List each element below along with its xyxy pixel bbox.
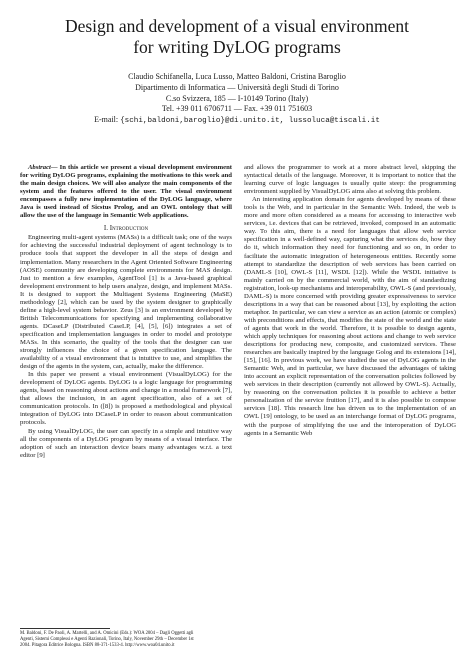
left-paragraph: By using VisualDyLOG, the user can specify in a simple and intuitive way all the components of a DyLOG program by means of a visual interface. The adoption of such an interaction device bears many advantages w.r.t. a text editor [9]	[20, 427, 232, 459]
left-paragraph: Engineering multi-agent systems (MASs) is a difficult task; one of the ways for achieving the successful industrial deployment of agent technology is to produce tools that support the developer in all the steps of design and implementation. Many researchers in the Agent Oriented Software Engineering (AOSE) community are developing complete environments for MAS design. Just to mention a few examples, AgentTool [1] is a Java-based graphical development environment to help users analyze, design, and implement MASs. It is designed to support the Multiagent Systems Engineering (MaSE) methodology [2], which can be used by the system designer to graphically define a high-level system behavior. Zeus [3] is an environment developed by British Telecommunications for specifying and implementing collaborative agents. DCaseLP (Distributed CaseLP, [4], [5], [6]) integrates a set of specification and implementation languages in order to model and prototype MASs. In this scenario, the quality of the tools that the designer can use strongly influences the choice of a given specification language. The availability of a visual environment that is intuitive to use, and simplifies the design of the agents in the system, can, actually, make the difference.	[20, 234, 232, 371]
paper-title	[0, 16, 474, 58]
abstract	[20, 164, 232, 220]
footnote-line-3: 2004. Pitagora Editrice Bologna. ISBN 88-371-1533-4. http://www.woa04.unito.it	[20, 643, 175, 648]
right-paragraph: An interesting application domain for agents developed by means of these tools is the Web, and in particular in the Semantic Web. Indeed, the web is more and more often considered as a means for accessing to interactive web services, i.e. devices that can be retrieved, invoked, composed in an automatic way. To this aim, there is a need for languages that allow web service specification in a well-defined way, capturing what the services do, how they do it, which information they need for functioning and so on, in order to facilitate the automatic integration of heterogeneous entities. Recently some attempt to standardize the description of web services has been carried on (DAML-S [10], OWL-S [11], WSDL [12]). While the WSDL initiative is mainly carried on by the commercial world, with the aim of standardizing registration, look-up mechanisms and interoperability, OWL-S (and previously, DAML-S) is more concerned with providing greater expressiveness to service descriptions in a way that can be reasoned about [13], by exploiting the action metaphor. In particular, we can view a service as an action (atomic or complex) with preconditions and effects, that modifies the state of the world and the state of agents that work in the world. Therefore, it is possible to design agents, which apply techniques for reasoning about actions and change to web service descriptions for producing new, composite, and customized services. These researches are basically inspired by the language Golog and its extensions [14], [15], [16]. In previous work, we have studied the use of DyLOG agents in the Semantic Web, and in particular, we have discussed the advantages of taking into account an explicit representation of the conversation policies followed by web services in their description (currently not allowed by OWL-S). Actually, by reasoning on the conversation policies it is possible to achieve a better personalization of the service fruition [17], and it is also possible to compose services [18]. This research line has driven us to the implementation of an OWL [19] ontology, to be used as an interchange format of DyLOG programs, with the purpose of simplifying the use and the interoperation of DyLOG agents in a Semantic Web	[244, 196, 456, 437]
author-block	[0, 72, 474, 127]
left-column	[20, 164, 232, 460]
right-column	[244, 164, 456, 438]
email-label: E-mail:	[94, 115, 119, 125]
footnote	[20, 631, 232, 649]
email-addresses: {schi,baldoni,baroglio}@di.unito.it, lussoluca@tiscali.it	[120, 117, 380, 126]
email-line	[0, 115, 474, 127]
left-paragraph: In this paper we present a visual environment (VisualDyLOG) for the development of DyLOG agents. DyLOG is a logic language for programming agents, based on reasoning about actions and change in a modal framework [7], that allows the inclusion, in an agent specification, also of a set of communication protocols. In ([8]) is proposed a methodological and physical integration of DyLOG into DCaseLP in order to reason about communication protocols.	[20, 371, 232, 427]
title-line-2: for writing DyLOG programs	[133, 37, 341, 57]
author-names: Claudio Schifanella, Luca Lusso, Matteo Baldoni, Cristina Baroglio	[128, 72, 346, 81]
abstract-text: — In this article we present a visual development environment for writing DyLOG programs, explaining the motivations to this work and the main design choices. We will also analyze the main components of the system and the features offered to the user. The visual environment encompasses a fully new implementation of the DyLOG language, where Java is used instead of Sicstus Prolog, and an OWL ontology that will allow the use of the language in Semantic Web applications.	[20, 164, 232, 220]
affiliation: Dipartimento di Informatica — Università degli Studi di Torino	[135, 82, 339, 92]
section-heading-introduction: I. Introduction	[103, 224, 149, 233]
footnote-line-2: Agenti, Sistemi Complessi e Agenti Razionali, Torino, Italy, November 29th – December 1st	[20, 637, 194, 642]
abstract-label: Abstract	[28, 164, 51, 171]
title-line-1: Design and development of a visual environment	[64, 16, 410, 36]
right-paragraph: and allows the programmer to work at a more abstract level, skipping the syntactical details of the language. Moreover, it is important to notice that the learning curve of logic languages is usually quite steep: the programming environment supplied by VisualDyLOG aims also at solving this problem.	[244, 164, 456, 196]
footnote-rule	[20, 628, 110, 629]
address: C.so Svizzera, 185 — I-10149 Torino (Italy)	[165, 93, 309, 103]
footnote-line-1: M. Baldoni, F. De Paoli, A. Martelli, and A. Omicini (Eds.): WOA 2004 – Dagli Oggetti agli	[20, 631, 194, 636]
phone-fax: Tel. +39 011 6706711 — Fax. +39 011 751603	[161, 104, 313, 114]
